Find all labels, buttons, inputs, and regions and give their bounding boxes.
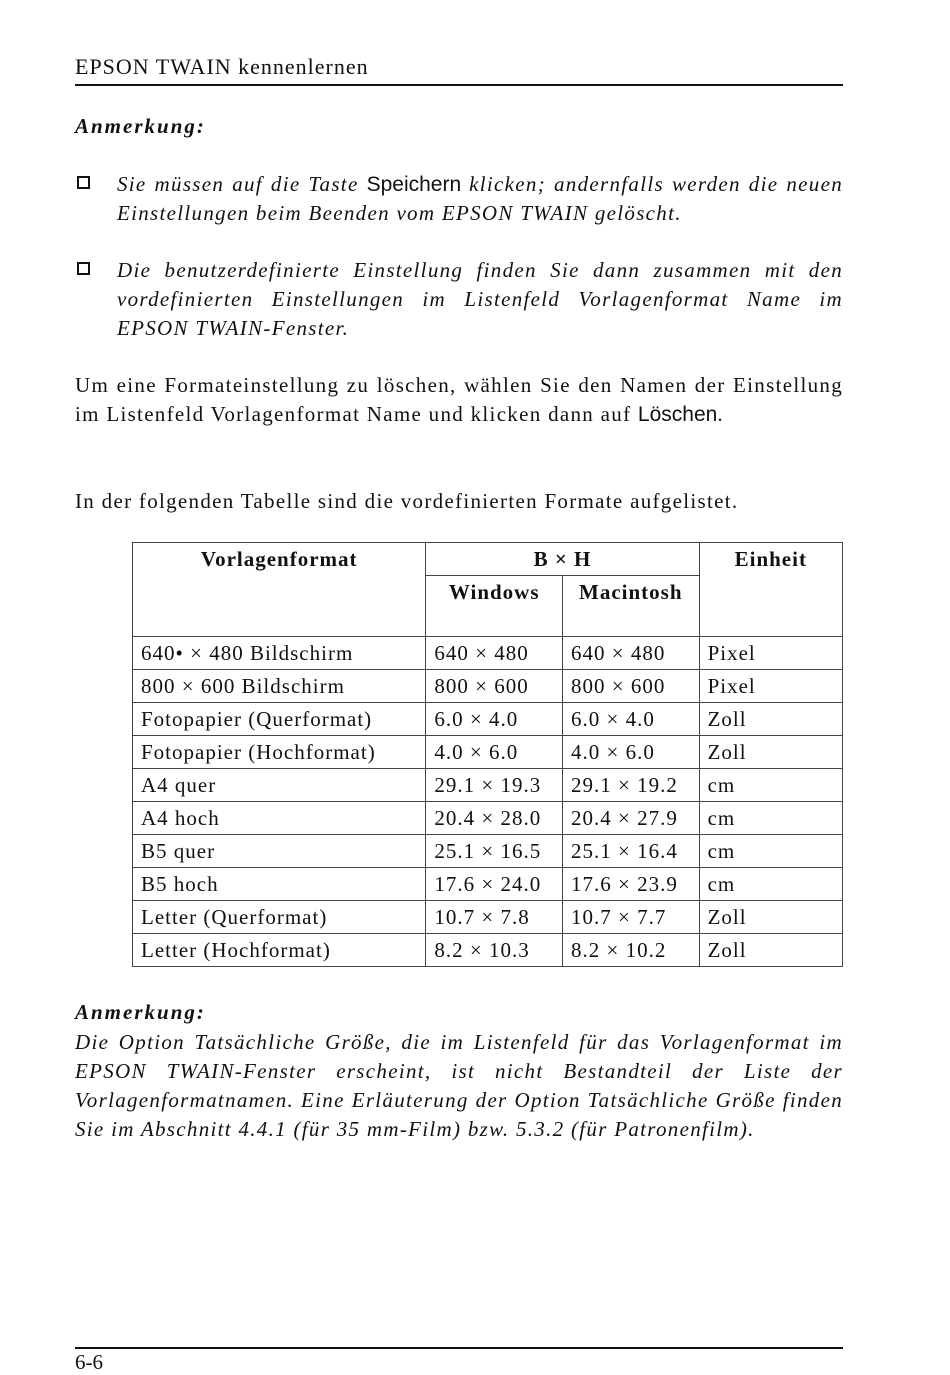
cell-macintosh: 640 × 480 — [562, 637, 699, 670]
cell-format: 800 × 600 Bildschirm — [133, 670, 426, 703]
table-row — [133, 637, 843, 670]
table-row — [133, 835, 843, 868]
cell-windows: 25.1 × 16.5 — [426, 835, 563, 868]
cell-format: Letter (Hochformat) — [133, 934, 426, 967]
header-rule — [75, 84, 843, 86]
save-button-reference: Speichern — [366, 173, 462, 196]
cell-macintosh: 8.2 × 10.2 — [562, 934, 699, 967]
cell-macintosh: 20.4 × 27.9 — [562, 802, 699, 835]
note-bullet-save — [75, 170, 843, 228]
header-unit: Einheit — [699, 543, 842, 637]
cell-unit: Pixel — [699, 670, 842, 703]
cell-format: Fotopapier (Querformat) — [133, 703, 426, 736]
cell-windows: 8.2 × 10.3 — [426, 934, 563, 967]
paragraph-delete — [75, 371, 843, 429]
note-heading: Anmerkung: — [75, 1000, 206, 1024]
paragraph-text: Um eine Formateinstellung zu löschen, wählen Sie den Namen der Einstellung im Listenfeld Vorlagenformat Name und klicken dann auf — [75, 373, 843, 426]
note-heading: Anmerkung: — [75, 114, 206, 138]
cell-unit: cm — [699, 802, 842, 835]
note-bullet-custom-setting — [75, 256, 843, 343]
cell-unit: Zoll — [699, 901, 842, 934]
header-windows: Windows — [426, 576, 563, 609]
cell-windows: 20.4 × 28.0 — [426, 802, 563, 835]
cell-windows: 6.0 × 4.0 — [426, 703, 563, 736]
cell-format: 640• × 480 Bildschirm — [133, 637, 426, 670]
cell-macintosh: 17.6 × 23.9 — [562, 868, 699, 901]
cell-format: Letter (Querformat) — [133, 901, 426, 934]
cell-format: A4 hoch — [133, 802, 426, 835]
paragraph-table-intro: In der folgenden Tabelle sind die vordefinierten Formate aufgelistet. — [75, 489, 739, 513]
header-macintosh: Macintosh — [562, 576, 699, 609]
cell-macintosh: 800 × 600 — [562, 670, 699, 703]
cell-unit: Zoll — [699, 703, 842, 736]
delete-button-reference: Löschen — [637, 403, 718, 426]
cell-macintosh: 25.1 × 16.4 — [562, 835, 699, 868]
running-header: EPSON TWAIN kennenlernen — [75, 54, 369, 79]
table-row — [133, 736, 843, 769]
bullet-text-before: Sie müssen auf die Taste — [117, 172, 367, 196]
cell-macintosh: 6.0 × 4.0 — [562, 703, 699, 736]
cell-macintosh: 10.7 × 7.7 — [562, 901, 699, 934]
cell-macintosh: 4.0 × 6.0 — [562, 736, 699, 769]
cell-format: B5 quer — [133, 835, 426, 868]
cell-unit: Zoll — [699, 736, 842, 769]
table-row — [133, 670, 843, 703]
table-row — [133, 934, 843, 967]
table-row — [133, 868, 843, 901]
cell-macintosh: 29.1 × 19.2 — [562, 769, 699, 802]
cell-unit: cm — [699, 868, 842, 901]
format-table — [132, 542, 843, 967]
cell-unit: Pixel — [699, 637, 842, 670]
table-row — [133, 802, 843, 835]
checkbox-bullet-icon — [77, 176, 90, 189]
cell-windows: 800 × 600 — [426, 670, 563, 703]
footer-rule — [75, 1347, 843, 1349]
paragraph-text-end: . — [717, 402, 724, 426]
cell-unit: Zoll — [699, 934, 842, 967]
checkbox-bullet-icon — [77, 262, 90, 275]
cell-unit: cm — [699, 769, 842, 802]
table-row — [133, 769, 843, 802]
table-row — [133, 703, 843, 736]
cell-format: A4 quer — [133, 769, 426, 802]
cell-windows: 4.0 × 6.0 — [426, 736, 563, 769]
table-header-row — [133, 543, 843, 576]
bullet-text: Die benutzerdefinierte Einstellung finden Sie dann zusammen mit den vordefinierten Einstellungen im Listenfeld Vorlagenformat Name im EPSON TWAIN-Fenster. — [117, 258, 843, 340]
table-row — [133, 901, 843, 934]
cell-unit: cm — [699, 835, 842, 868]
bullet-text-after: klicken; andernfalls werden die neuen Einstellungen beim Beenden vom EPSON TWAIN gelöscht. — [117, 172, 844, 225]
header-format: Vorlagenformat — [133, 543, 426, 637]
note-text: Die Option Tatsächliche Größe, die im Listenfeld für das Vorlagenformat im EPSON TWAIN-Fenster erscheint, ist nicht Bestandteil der Liste der Vorlagenformatnamen. Eine Erläuterung der Option Tatsächliche Größe finden Sie im Abschnitt 4.4.1 (für 35 mm-Film) bzw. 5.3.2 (für Patronenfilm). — [75, 1030, 843, 1141]
cell-windows: 29.1 × 19.3 — [426, 769, 563, 802]
cell-format: B5 hoch — [133, 868, 426, 901]
cell-format: Fotopapier (Hochformat) — [133, 736, 426, 769]
cell-windows: 10.7 × 7.8 — [426, 901, 563, 934]
header-size: B × H — [426, 543, 699, 576]
cell-windows: 17.6 × 24.0 — [426, 868, 563, 901]
cell-windows: 640 × 480 — [426, 637, 563, 670]
page-number: 6-6 — [75, 1350, 103, 1374]
